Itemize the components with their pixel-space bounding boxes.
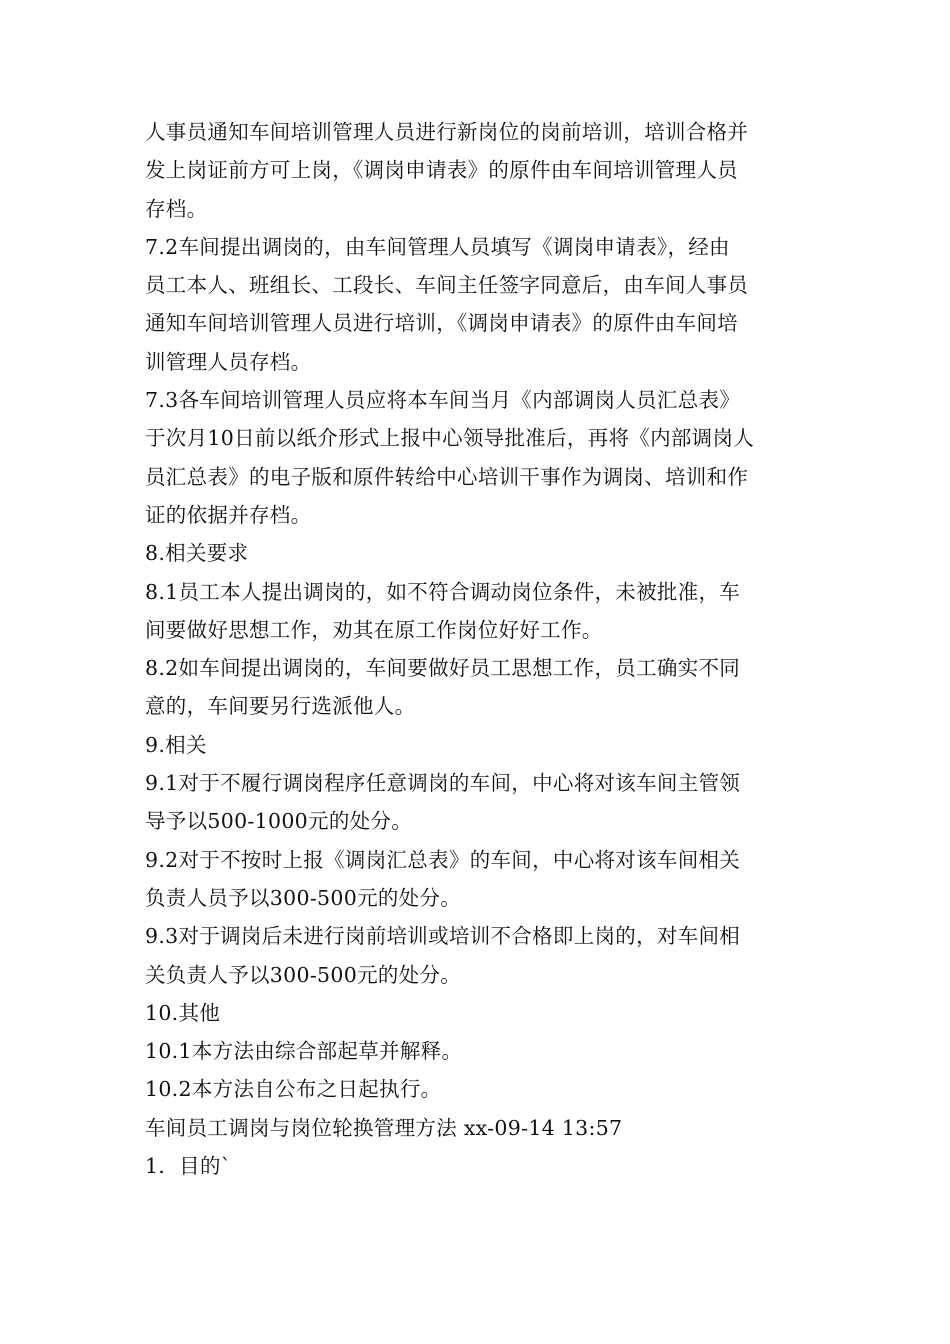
document-title-line: 车间员工调岗与岗位轮换管理方法 xx-09-14 13:57 xyxy=(145,1115,623,1140)
text-line: 通知车间培训管理人员进行培训，《调岗申请表》的原件由车间培 xyxy=(145,311,738,336)
section-heading-1: 1．目的` xyxy=(145,1154,232,1179)
section-heading-8: 8.相关要求 xyxy=(145,541,249,566)
text-line: 关负责人予以300-500元的处分。 xyxy=(145,962,462,987)
text-line: 员工本人、班组长、工段长、车间主任签字同意后，由车间人事员 xyxy=(145,273,749,298)
section-8-1-line: 8.1员工本人提出调岗的，如不符合调动岗位条件，未被批准，车 xyxy=(145,579,741,604)
text-line: 负责人员予以300-500元的处分。 xyxy=(145,885,462,910)
text-line: 于次月10日前以纸介形式上报中心领导批准后，再将《内部调岗人 xyxy=(145,426,755,451)
text-line: 存档。 xyxy=(145,196,208,221)
document-body xyxy=(145,113,805,1185)
text-line: 导予以500-1000元的处分。 xyxy=(145,809,413,834)
section-7-3-line: 7.3各车间培训管理人员应将本车间当月《内部调岗人员汇总表》 xyxy=(145,388,741,413)
section-10-1-line: 10.1本方法由综合部起草并解释。 xyxy=(145,1039,463,1064)
text-line: 发上岗证前方可上岗，《调岗申请表》的原件由车间培训管理人员 xyxy=(145,158,738,183)
section-9-3-line: 9.3对于调岗后未进行岗前培训或培训不合格即上岗的，对车间相 xyxy=(145,924,741,949)
section-heading-9: 9.相关 xyxy=(145,732,207,757)
text-line: 证的依据并存档。 xyxy=(145,502,312,527)
section-10-2-line: 10.2本方法自公布之日起执行。 xyxy=(145,1077,442,1102)
section-8-2-line: 8.2如车间提出调岗的，车间要做好员工思想工作，员工确实不同 xyxy=(145,656,741,681)
text-line: 员汇总表》的电子版和原件转给中心培训干事作为调岗、培训和作 xyxy=(145,464,749,489)
section-9-1-line: 9.1对于不履行调岗程序任意调岗的车间，中心将对该车间主管领 xyxy=(145,771,741,796)
section-heading-10: 10.其他 xyxy=(145,1000,221,1025)
text-line: 人事员通知车间培训管理人员进行新岗位的岗前培训，培训合格并 xyxy=(145,120,749,144)
text-line: 间要做好思想工作，劝其在原工作岗位好好工作。 xyxy=(145,617,603,642)
text-line: 训管理人员存档。 xyxy=(145,349,312,374)
text-line: 意的，车间要另行选派他人。 xyxy=(145,694,416,719)
section-9-2-line: 9.2对于不按时上报《调岗汇总表》的车间，中心将对该车间相关 xyxy=(145,847,741,872)
section-7-2-line: 7.2车间提出调岗的，由车间管理人员填写《调岗申请表》，经由 xyxy=(145,234,730,259)
